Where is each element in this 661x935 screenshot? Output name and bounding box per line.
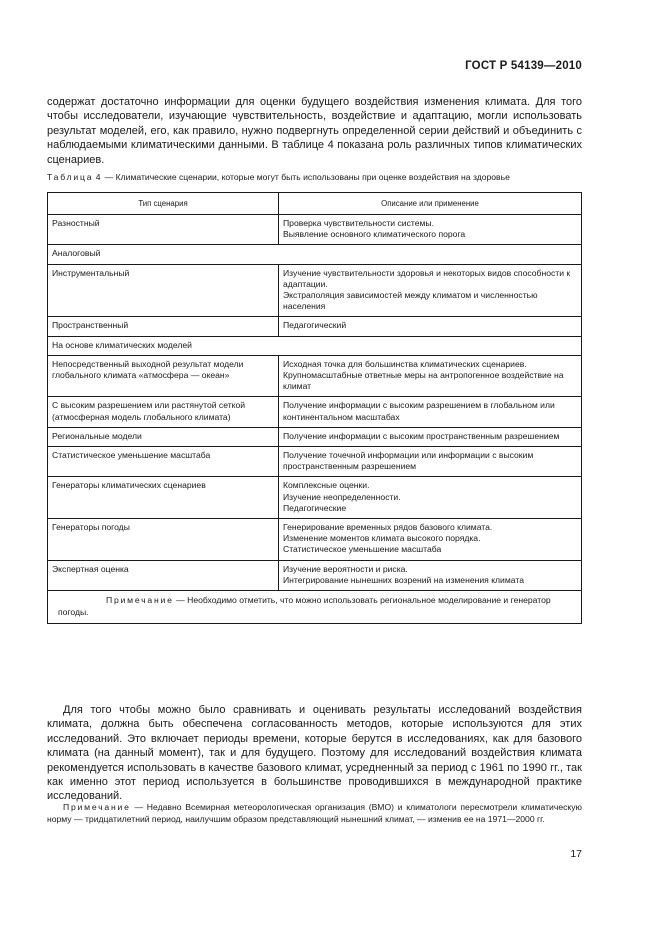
table-note-label: Примечание [106,595,174,606]
table-caption-number: 4 [95,172,103,182]
scenario-type-cell: Разностный [48,215,279,245]
table-caption [47,172,587,182]
description-cell: Проверка чувствительности системы. Выявление основного климатического порога [279,215,582,245]
footnote [47,802,582,826]
table-row [48,447,582,477]
table-row [48,519,582,561]
table-row [48,264,582,317]
table-note-row [48,591,582,624]
scenario-type-cell: Генераторы климатических сценариев [48,477,279,519]
table-note [48,591,582,624]
scenario-type-cell: Непосредственный выходной результат модели глобального климата «атмосфера — океан» [48,355,279,397]
section-cell: На основе климатических моделей [48,336,582,355]
table-body [48,215,582,591]
table-caption-label: Таблица [47,172,94,182]
description-cell: Генерирование временных рядов базового климата. Изменение моментов климата высокого порядка. Статистическое уменьшение масштаба [279,519,582,561]
table-caption-text: — Климатические сценарии, которые могут быть использованы при оценке воздействия на здоровье [104,172,510,182]
scenario-type-cell: Генераторы погоды [48,519,279,561]
description-cell: Исходная точка для большинства климатических сценариев. Крупномасштабные ответные меры на антропогенное воздействие на климат [279,355,582,397]
scenario-type-cell: С высоким разрешением или растянутой сеткой (атмосферная модель глобального климата) [48,397,279,427]
table-row [48,560,582,590]
scenario-type-cell: Пространственный [48,317,279,336]
section-cell: Аналоговый [48,245,582,264]
description-cell: Получение информации с высоким разрешением в глобальном или континентальном масштабах [279,397,582,427]
description-cell: Комплексные оценки. Изучение неопределенности. Педагогические [279,477,582,519]
table-note-text: — Необходимо отметить, что можно использовать региональное моделирование и генератор погоды. [58,595,551,617]
page-number: 17 [570,848,582,860]
table-section-row [48,336,582,355]
footnote-label: Примечание [63,802,131,812]
scenario-type-cell: Инструментальный [48,264,279,317]
description-cell: Изучение вероятности и риска. Интегрирование нынешних возрений на изменения климата [279,560,582,590]
table-header-row [48,193,582,215]
description-cell: Педагогический [279,317,582,336]
intro-paragraph: содержат достаточно информации для оценки будущего воздействия изменения климата. Для того чтобы исследователи, изучающие чувствительность, воздействие и адаптацию, могли использовать результат моделей, его, как правило, нужно подвергнуть определенной серии действий и объединить с наблюдаемыми климатическими данными. В таблице 4 показана роль различных типов климатических сценариев. [47,96,582,166]
footnote-text: — Недавно Всемирная метеорологическая организация (ВМО) и климатологи пересмотрели климатическую норму — тридцатилетний период, наилучшим образом представляющий нынешний климат, — изменив ее на 1971—2000 гг. [47,802,582,824]
header-description: Описание или применение [279,193,582,215]
table-row [48,427,582,446]
description-cell: Получение информации с высоким пространственным разрешением [279,427,582,446]
description-cell: Изучение чувствительности здоровья и некоторых видов способности к адаптации. Экстраполяция зависимостей между климатом и численностью населения [279,264,582,317]
table-row [48,215,582,245]
table-section-row [48,245,582,264]
scenario-type-cell: Экспертная оценка [48,560,279,590]
table-row [48,355,582,397]
body-paragraph: Для того чтобы можно было сравнивать и оценивать результаты исследований воздействия климата, должна быть обеспечена согласованность методов, которые используются для этих исследований. Это включает периоды времени, которые берутся в исследованиях, как для базового климата (на данный момент), так и для будущего. Поэтому для исследований воздействия климата рекомендуется использовать в качестве базового климат, усредненный за период с 1961 по 1990 гг., так как именно этот период используется в большинстве проводившихся в международной практике исследований. [47,704,582,803]
scenario-type-cell: Статистическое уменьшение масштаба [48,447,279,477]
climate-scenarios-table [47,192,582,624]
table-row [48,317,582,336]
table-row [48,477,582,519]
description-cell: Получение точечной информации или информации с высоким пространственным разрешением [279,447,582,477]
table-row [48,397,582,427]
document-header-standard: ГОСТ Р 54139—2010 [465,60,582,72]
header-scenario-type: Тип сценария [48,193,279,215]
scenario-type-cell: Региональные модели [48,427,279,446]
